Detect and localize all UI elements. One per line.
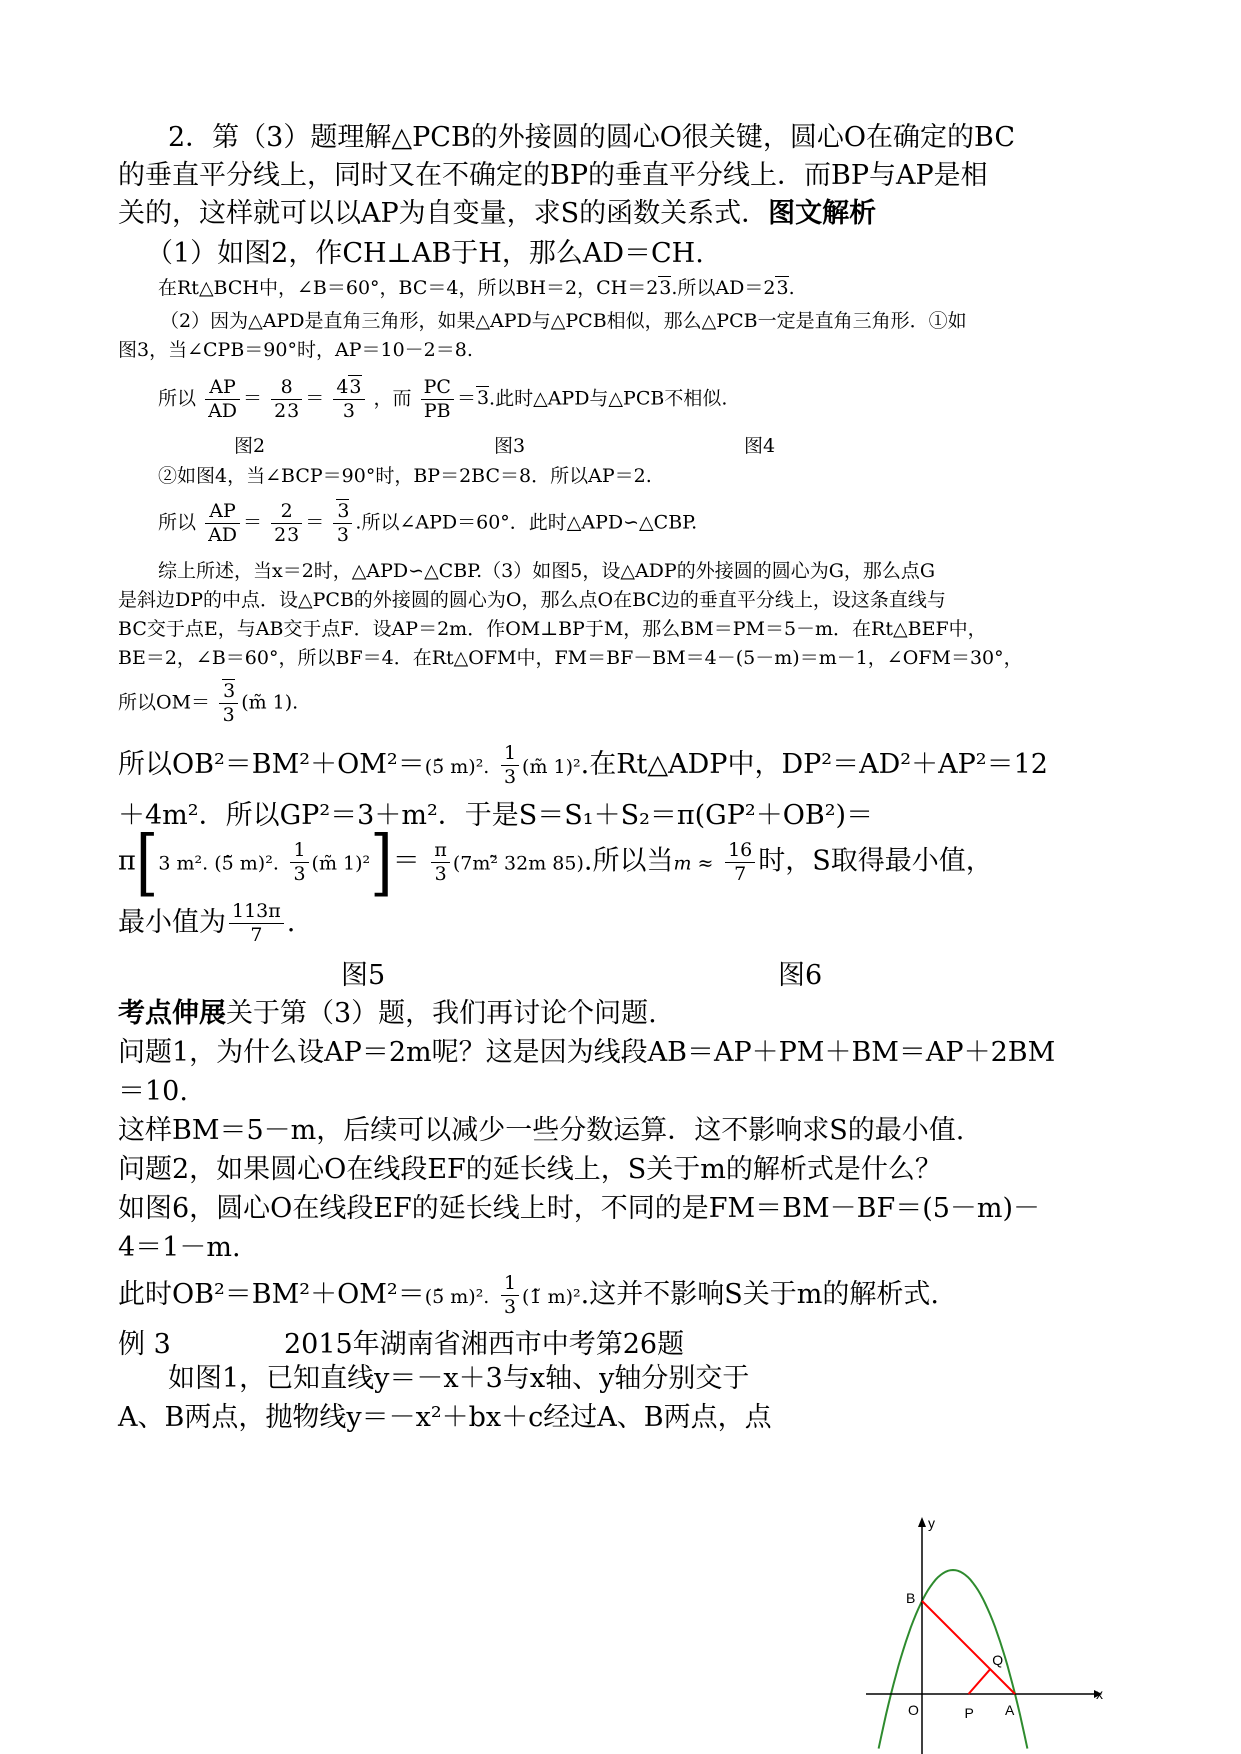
fraction-16-over-7 (725, 839, 755, 886)
num: 2 (271, 500, 302, 524)
calc-1-suffix: .在Rt△ADP中，DP²＝AD²＋AP²＝12 (580, 748, 1048, 780)
den: AD (208, 399, 238, 422)
om-prefix: 所以OM＝ (118, 691, 211, 714)
fraction-4sqrt3-over-3 (333, 376, 364, 423)
extension-intro: 关于第（3）题，我们再讨论个问题. (226, 998, 657, 1029)
extension-line-5: 问题2，如果圆心O在线段EF的延长线上，S关于m的解析式是什么？ (118, 1154, 942, 1185)
pi-symbol: π (118, 845, 136, 877)
den: 3 (503, 765, 517, 788)
num: 1 (501, 1272, 519, 1296)
min-suffix: . (286, 906, 296, 938)
fraction-1-over-3 (501, 742, 519, 789)
ext-8-prefix: 此时OB²＝BM²＋OM²＝ (118, 1278, 425, 1310)
ratio-line-2: 所以 $\frac{AP}{AD}$ ＝ $\frac{2}{23}$ ＝ $\frac{3}{3}$ .所以∠APD＝60°．此时△APD∽△CBP. (158, 500, 698, 546)
den: PB (423, 399, 451, 422)
fraction-sqrt3-over-3 (333, 500, 352, 547)
ext-8-term-b: (1̃ m)² (522, 1285, 581, 1308)
extension-line-1 (118, 1000, 657, 1027)
fraction-2-over-2sqrt3 (271, 500, 302, 547)
den: 23 (274, 399, 300, 422)
calc-3-eq: ＝ (392, 845, 420, 877)
num: PC (421, 376, 454, 400)
calc-1-term-b: (m̃ 1)² (522, 755, 581, 778)
example-3-line-1: 如图1，已知直线y＝－x＋3与x轴、y轴分别交于 (168, 1363, 750, 1394)
calc-3-m: m ≈ (673, 852, 714, 875)
ratio-1-prefix: 所以 (158, 387, 197, 410)
fraction-pi-over-3 (431, 839, 450, 886)
num: 1 (501, 742, 519, 766)
min-prefix: 最小值为 (118, 906, 226, 938)
para-2-line-1: 2．第（3）题理解△PCB的外接圆的圆心O很关键，圆心O在确定的BC (168, 122, 1016, 153)
extension-label: 考点伸展 (118, 998, 226, 1029)
num: 8 (271, 376, 302, 400)
den: 7 (734, 862, 747, 885)
ratio-2-suffix: .所以∠APD＝60°．此时△APD∽△CBP. (355, 511, 698, 534)
sqrt-3-b: 3 (776, 277, 789, 299)
figure-caption-3: 图3 (494, 435, 526, 457)
ratio-1-suffix: .此时△APD与△PCB不相似. (489, 387, 728, 410)
ratio-line-1: 所以 $\frac{AP}{AD}$ ＝ $\frac{8}{23}$ ＝ $\frac{43}{3}$ ，而 $\frac{PC}{PB}$ ＝3.此时△APD与△PCB不相似. (158, 376, 728, 422)
calc-3-suffix: .所以当 (583, 845, 674, 877)
m-var: m (673, 852, 692, 875)
solution-1-heading: （1）如图2，作CH⊥AB于H，那么AD＝CH. (146, 238, 704, 269)
coordinate-graph (866, 1515, 1106, 1754)
calc-3-poly: (7m²̃ 32m 85) (452, 852, 584, 875)
left-bracket: [ (135, 819, 159, 905)
label-a: A (1005, 1702, 1015, 1718)
example-3-line-2: A、B两点，抛物线y＝－x²＋bx＋c经过A、B两点，点 (118, 1402, 772, 1433)
ratio-1-mid: ，而 (373, 387, 412, 410)
solution-1-detail-b: .所以AD＝2 (671, 277, 776, 299)
num (219, 680, 238, 704)
solution-3-line-1: 综上所述，当x＝2时，△APD∽△CBP.（3）如图5，设△ADP的外接圆的圆心为G，那么点G (158, 560, 936, 582)
num: 113π (229, 900, 284, 924)
section-heading-solution: 图文解析 (768, 198, 877, 229)
calc-3-inner-a: 3 m². (5̃ m)². (158, 852, 279, 875)
label-p: P (964, 1705, 974, 1721)
num: 1 (290, 839, 308, 863)
fraction-sqrt3-over-3 (219, 680, 238, 727)
fraction-ap-ad (205, 376, 240, 423)
label-b: B (906, 1590, 916, 1606)
right-bracket: ] (370, 819, 393, 905)
figure-caption-4: 图4 (744, 435, 776, 457)
fraction-1-over-3 (501, 1272, 519, 1319)
calc-line-1 (118, 742, 1048, 789)
den: 7 (250, 923, 263, 946)
den: 3 (222, 703, 235, 726)
solution-3-line-2: 是斜边DP的中点．设△PCB的外接圆的圆心为O，那么点O在BC边的垂直平分线上，设这条直线与 (118, 589, 946, 611)
sqrt-3: 3 (476, 387, 490, 410)
example-3-title: 2015年湖南省湘西市中考第26题 (284, 1329, 685, 1360)
den: 23 (274, 523, 300, 546)
fraction-113pi-over-7 (229, 900, 284, 947)
figure-caption-5: 图5 (341, 960, 386, 991)
den: 3 (434, 862, 447, 885)
extension-line-8 (118, 1272, 939, 1319)
solution-1-detail-a: 在Rt△BCH中，∠B＝60°，BC＝4，所以BH＝2，CH＝2 (158, 277, 659, 299)
solution-1-detail-c: . (788, 277, 795, 299)
solution-2-line-1: （2）因为△APD是直角三角形，如果△APD与△PCB相似，那么△PCB一定是直角三角形．①如 (160, 310, 967, 332)
den: AD (208, 523, 238, 546)
om-suffix: (m̃ 1). (241, 691, 299, 714)
ext-8-suffix: .这并不影响S关于m的解析式. (580, 1278, 939, 1310)
ext-8-term-a: (5̃ m)². (424, 1285, 490, 1308)
solution-2-line-4: ②如图4，当∠BCP＝90°时，BP＝2BC＝8．所以AP＝2. (158, 465, 652, 487)
den: 3 (293, 862, 306, 885)
sqrt-3: 3 (223, 680, 236, 702)
solution-3-line-5 (118, 680, 298, 727)
num: π (431, 839, 450, 863)
solution-2-line-2: 图3，当∠CPB＝90°时，AP＝10－2＝8. (118, 339, 473, 361)
calc-3-inner-b: (m̃ 1)² (311, 852, 371, 875)
y-axis-arrow (918, 1517, 926, 1527)
sqrt-3-a: 3 (659, 277, 672, 299)
para-2-line-3 (118, 200, 876, 227)
num: 43 (333, 376, 364, 400)
ratio-2-prefix: 所以 (158, 511, 197, 534)
para-2-line-2: 的垂直平分线上，同时又在不确定的BP的垂直平分线上．而BP与AP是相 (118, 160, 988, 191)
calc-1-prefix: 所以OB²＝BM²＋OM²＝ (118, 748, 425, 780)
sqrt-3: 3 (287, 399, 300, 422)
solution-3-line-3: BC交于点E，与AB交于点F．设AP＝2m．作OM⊥BP于M，那么BM＝PM＝5－m．在Rt△BEF中， (118, 618, 987, 640)
extension-line-7: 4＝1－m. (118, 1232, 241, 1263)
label-q: Q (992, 1652, 1004, 1669)
parabola-curve (879, 1570, 1028, 1749)
figure-caption-2: 图2 (234, 435, 266, 457)
solution-1-detail (158, 279, 795, 298)
den: 3 (342, 399, 355, 422)
calc-1-term-a: (5̃ m)². (424, 755, 490, 778)
calc-line-2: ＋4m²．所以GP²＝3＋m²．于是S＝S₁＋S₂＝π(GP²＋OB²)＝ (118, 800, 874, 831)
num: AP (205, 500, 240, 524)
num (333, 500, 352, 524)
den: 3 (503, 1295, 517, 1318)
sqrt-3: 3 (337, 500, 350, 522)
sqrt-3: 3 (349, 376, 362, 398)
extension-line-4: 这样BM＝5－m，后续可以减少一些分数运算．这不影响求S的最小值. (118, 1115, 965, 1146)
fraction-1-over-3 (290, 839, 308, 886)
label-x: x (1096, 1686, 1103, 1702)
fraction-8-over-2sqrt3 (271, 376, 302, 423)
num: 16 (725, 839, 755, 863)
extension-line-6: 如图6，圆心O在线段EF的延长线上时，不同的是FM＝BM－BF＝(5－m)－ (118, 1193, 1041, 1224)
den: 3 (336, 523, 349, 546)
para-2-line-3-text: 关的，这样就可以以AP为自变量，求S的函数关系式． (118, 198, 769, 229)
calc-line-4 (118, 900, 295, 947)
label-o: O (908, 1702, 919, 1718)
fraction-ap-ad (205, 500, 240, 547)
figure-caption-6: 图6 (778, 960, 823, 991)
segment-pq (969, 1669, 991, 1694)
solution-3-line-4: BE＝2，∠B＝60°，所以BF＝4．在Rt△OFM中，FM＝BF－BM＝4－(5－m)＝m－1，∠OFM＝30°， (118, 647, 1023, 669)
calc-line-3 (118, 819, 993, 905)
example-3-label: 例 3 (118, 1329, 171, 1360)
label-y: y (928, 1515, 935, 1531)
fraction-pc-pb (421, 376, 454, 423)
extension-line-3: ＝10. (118, 1076, 188, 1107)
extension-line-2: 问题1，为什么设AP＝2m呢？这是因为线段AB＝AP＋PM＋BM＝AP＋2BM (118, 1037, 1056, 1068)
sqrt-3: 3 (287, 523, 300, 546)
calc-3-tail: 时，S取得最小值， (758, 845, 993, 877)
num: AP (205, 376, 240, 400)
